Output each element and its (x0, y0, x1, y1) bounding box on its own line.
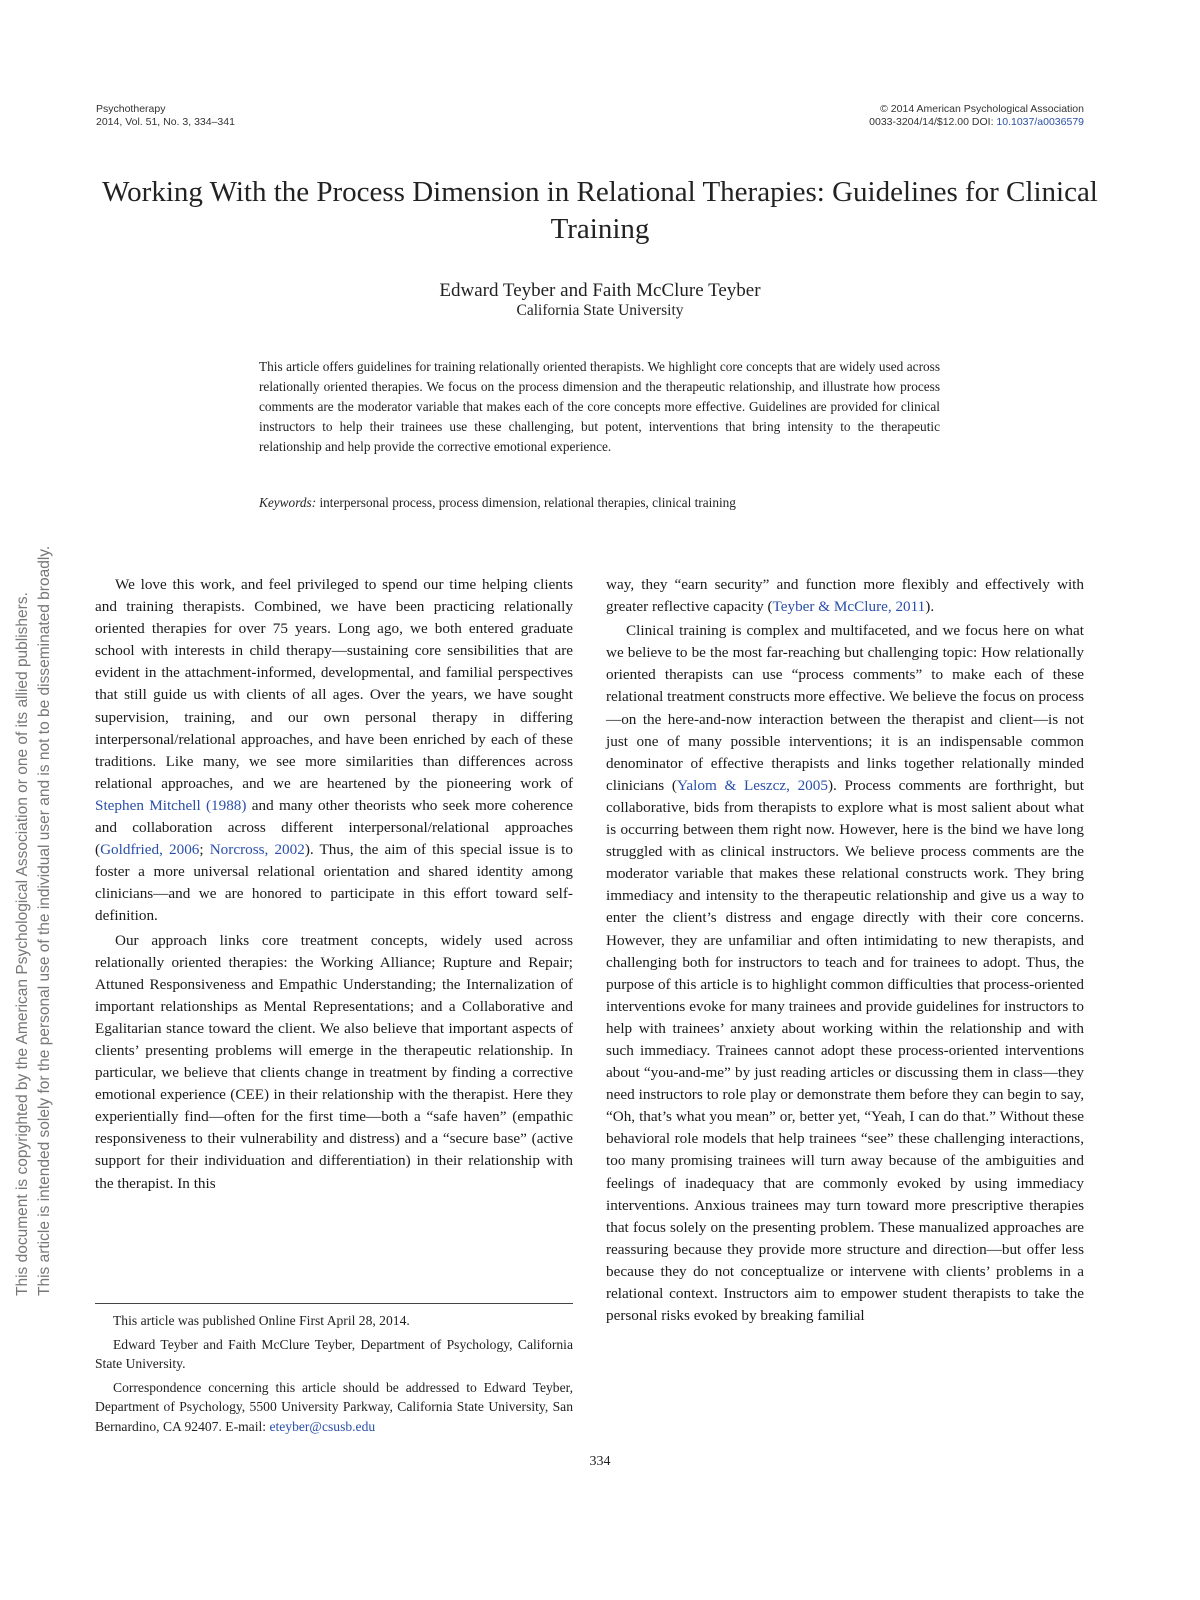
paragraph-text: ; (199, 841, 210, 859)
copyright-sidebar-line-1: This document is copyrighted by the American Psychological Association or one of its allied publishers. (14, 592, 31, 1296)
citation-link[interactable]: Yalom & Leszcz, 2005 (676, 776, 828, 794)
citation-link[interactable]: Stephen Mitchell (1988) (95, 796, 247, 814)
body-column-right (606, 574, 1084, 1327)
citation-link[interactable]: Teyber & McClure, 2011 (772, 598, 926, 616)
footnote-text: Correspondence concerning this article should be addressed to Edward Teyber, Department of Psychology, 5500 University Parkway, California State University, San Bernardino, CA 92407. E-mail: (95, 1379, 573, 1434)
citation-link[interactable]: Norcross, 2002 (209, 841, 305, 859)
paragraph-text: ). Thus, the aim of this special issue is to foster a more universal relational orientation and shared identity among clinicians—and we are honored to participate in this effort toward self-definition. (95, 841, 573, 925)
page-number: 334 (589, 1454, 611, 1469)
paragraph (606, 620, 1084, 1327)
citation-link[interactable]: Goldfried, 2006 (100, 841, 200, 859)
copyright-notice: © 2014 American Psychological Association (880, 103, 1084, 115)
footnote-divider (95, 1303, 573, 1304)
article-authors: Edward Teyber and Faith McClure Teyber (439, 280, 761, 301)
volume-info: 2014, Vol. 51, No. 3, 334–341 (96, 116, 235, 128)
abstract: This article offers guidelines for training relationally oriented therapists. We highlight core concepts that are widely used across relationally oriented therapies. We focus on the process dimension and the therapeutic relationship, and illustrate how process comments are the moderator variable that makes each of the core concepts more effective. Guidelines are provided for clinical instructors to help their trainees use these challenging, but potent, interventions that bring intensity to the therapeutic relationship and help provide the corrective emotional experience. (259, 359, 940, 454)
doi-link[interactable]: 10.1037/a0036579 (996, 116, 1084, 128)
footnotes (95, 1311, 573, 1440)
paragraph (95, 574, 573, 928)
paragraph-text: Clinical training is complex and multifaceted, and we focus here on what we believe to be the most far-reaching but challenging topic: How relationally oriented therapists can use “process comments” to make each of these relational treatment constructs more effective. We believe the focus on process—on the here-and-now interaction between the therapist and client—is not just one of many possible interventions; it is an indispensable common denominator of effective therapists and links together relationally minded clinicians ( (606, 622, 1084, 794)
issn-doi (869, 116, 1084, 129)
issn-text: 0033-3204/14/$12.00 DOI: (869, 116, 997, 128)
keywords-list: interpersonal process, process dimension, relational therapies, clinical training (319, 495, 736, 510)
paragraph-text: ). (925, 598, 935, 616)
journal-header-right (869, 103, 1084, 129)
footnote: Edward Teyber and Faith McClure Teyber, Department of Psychology, California State University. (95, 1336, 573, 1371)
article-affiliation: California State University (516, 302, 684, 319)
journal-name: Psychotherapy (96, 103, 166, 115)
paragraph: Our approach links core treatment concepts, widely used across relationally oriented therapies: the Working Alliance; Rupture and Repair; Attuned Responsiveness and Empathic Understanding; the Internalization of important relationships as Mental Representations; and a Collaborative and Egalitarian stance toward the client. We also believe that important aspects of clients’ presenting problems will emerge in the therapeutic relationship. In particular, we believe that clients change in treatment by finding a corrective emotional experience (CEE) in their relationship with the therapist. Here they experientially find—often for the first time—both a “safe haven” (empathic responsiveness to their vulnerability and distress) and a “secure base” (active support for their individuation and differentiation) in their relationship with the therapist. In this (95, 931, 573, 1192)
paragraph-text: We love this work, and feel privileged to spend our time helping clients and training therapists. Combined, we have been practicing relationally oriented therapies for over 75 years. Long ago, we both entered graduate school with interests in child therapy—sustaining core sensibilities that are evident in the attachment-informed, developmental, and familial perspectives that still guide us with clients of all ages. Over the years, we have sought supervision, training, and our own personal therapy in differing interpersonal/relational approaches, and have been enriched by each of these traditions. Like many, we see more similarities than differences across relational approaches, and we are heartened by the pioneering work of (95, 576, 573, 792)
article-title: Working With the Process Dimension in Relational Therapies: Guidelines for Clinical Training (102, 176, 1098, 245)
body-column-left (95, 574, 573, 1195)
footnote: This article was published Online First April 28, 2014. (113, 1313, 410, 1328)
paragraph-text: and many other theorists who seek more coherence and collaboration across different interpersonal/relational approaches ( (95, 796, 573, 859)
keywords (259, 495, 940, 511)
footnote (95, 1378, 573, 1437)
journal-header-left (96, 103, 235, 129)
paragraph-text: way, they “earn security” and function more flexibly and effectively with greater reflective capacity ( (606, 576, 1084, 616)
paragraph (606, 574, 1084, 618)
copyright-sidebar-line-2: This article is intended solely for the personal use of the individual user and is not to be disseminated broadly. (36, 545, 53, 1296)
keywords-label: Keywords: (259, 495, 317, 510)
paragraph-text: ). Process comments are forthright, but collaborative, bids from therapists to explore what is most salient about what is occurring between them right now. However, here is the bind we have long struggled with as clinical instructors. We believe process comments are the moderator variable that makes these relational constructs work. They bring immediacy and intensity to the therapeutic relationship and give us a way to enter the client’s distress and engage directly with their core concerns. However, they are unfamiliar and often intimidating to new therapists, and challenging both for instructors to teach and for trainees to adopt. Thus, the purpose of this article is to highlight common difficulties that process-oriented interventions evoke for many trainees and provide guidelines for instructors to help with trainees’ anxiety about working within the relationship and with such immediacy. Trainees cannot adopt these process-oriented interventions about “you-and-me” by just reading articles or discussing them in class—they need instructors to role play or demonstrate them before they can begin to say, “Oh, that’s what you mean” or, better yet, “Yeah, I can do that.” Without these behavioral role models that help trainees “see” these challenging interactions, too many promising trainees will turn away because of the ambiguities and feelings of inadequacy that are commonly evoked by using immediacy interventions. Anxious trainees may turn toward more prescriptive therapies that focus solely on the presenting problem. These manualized approaches are reassuring because they provide more structure and direction—but offer less because they do not conceptualize or intervene with clients’ problems in a relational context. Instructors aim to empower student therapists to take the personal risks evoked by breaking familial (606, 776, 1084, 1325)
email-link[interactable]: eteyber@csusb.edu (269, 1418, 376, 1434)
